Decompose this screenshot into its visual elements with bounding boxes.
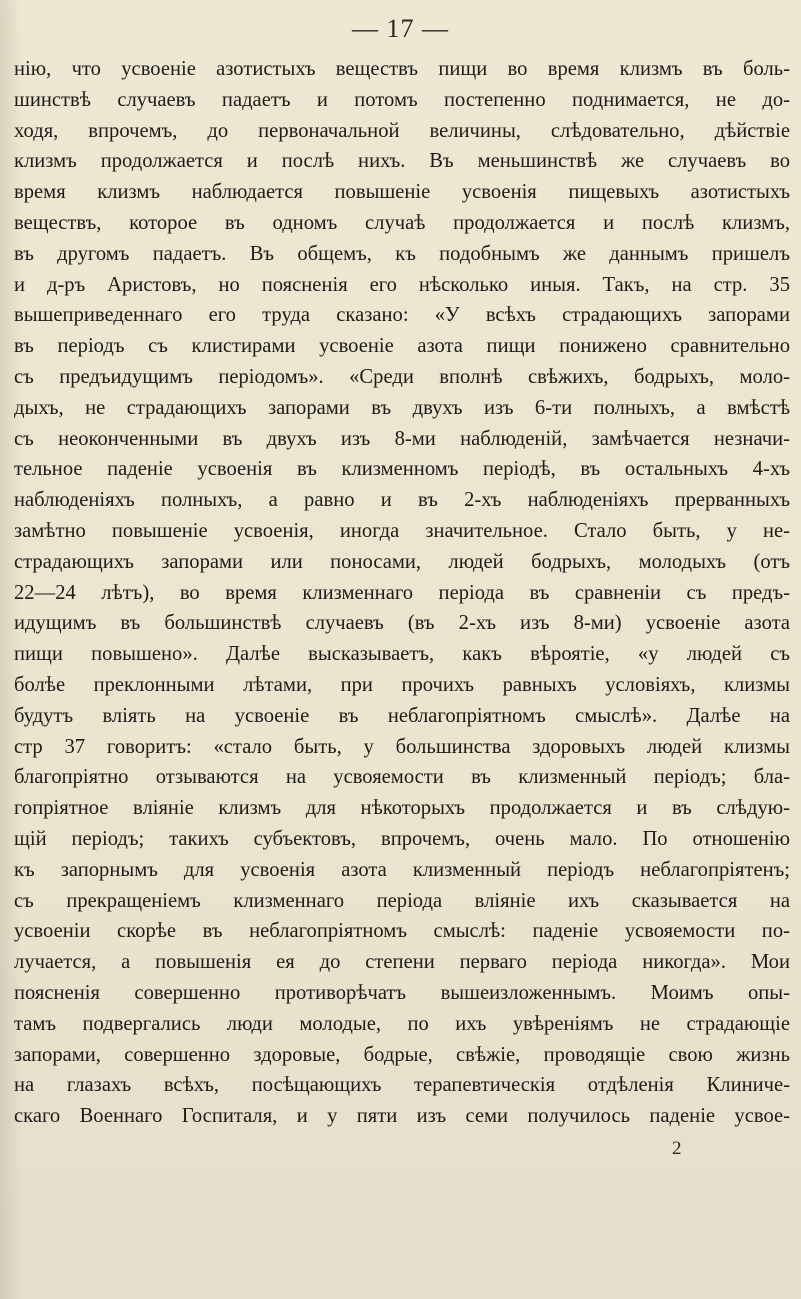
text-line: шинствѣ случаевъ падаетъ и потомъ постепенно поднимается, не до- <box>14 88 790 111</box>
text-line: щій періодъ; такихъ субъектовъ, впрочемъ, очень мало. По отношенію <box>14 828 790 850</box>
text-line: съ неоконченными въ двухъ изъ 8-ми наблюденій, замѣчается незначи- <box>14 427 790 450</box>
text-line: тельное паденіе усвоенія въ клизменномъ періодѣ, въ остальныхъ 4-хъ <box>14 458 790 481</box>
text-line: время клизмъ наблюдается повышеніе усвоенія пищевыхъ азотистыхъ <box>14 181 790 204</box>
text-line: и д-ръ Аристовъ, но поясненія его нѣсколько иныя. Такъ, на стр. 35 <box>14 273 790 296</box>
text-line: тамъ подвергались люди молодые, по ихъ увѣреніямъ не страдающіе <box>14 1012 790 1035</box>
text-line: веществъ, которое въ одномъ случаѣ продолжается и послѣ клизмъ, <box>14 212 790 234</box>
text-line: будутъ вліять на усвоеніе въ неблагопріятномъ смыслѣ». Далѣе на <box>14 704 790 727</box>
text-line: нію, что усвоеніе азотистыхъ веществъ пищи во время клизмъ въ боль- <box>14 58 790 80</box>
text-line: пищи повышено». Далѣе высказываетъ, какъ вѣроятіе, «у людей съ <box>14 643 790 666</box>
text-line: гопріятное вліяніе клизмъ для нѣкоторыхъ продолжается и въ слѣдую- <box>14 797 790 820</box>
text-line: клизмъ продолжается и послѣ нихъ. Въ меньшинствѣ же случаевъ во <box>14 150 790 173</box>
text-line: замѣтно повышеніе усвоенія, иногда значительное. Стало быть, у не- <box>14 520 790 542</box>
text-line: къ запорнымъ для усвоенія азота клизменный періодъ неблагопріятенъ; <box>14 858 790 881</box>
text-line: лучается, а повышенія ея до степени перваго періода никогда». Мои <box>14 951 790 974</box>
text-line: на глазахъ всѣхъ, посѣщающихъ терапевтическія отдѣленія Клиниче- <box>14 1074 790 1097</box>
text-line: идущимъ въ большинствѣ случаевъ (въ 2-хъ изъ 8-ми) усвоеніе азота <box>14 612 790 635</box>
text-line: въ другомъ падаетъ. Въ общемъ, къ подобнымъ же даннымъ пришелъ <box>14 242 790 265</box>
text-line: страдающихъ запорами или поносами, людей бодрыхъ, молодыхъ (отъ <box>14 550 790 573</box>
text-line: дыхъ, не страдающихъ запорами въ двухъ изъ 6-ти полныхъ, а вмѣстѣ <box>14 396 790 419</box>
text-line: благопріятно отзываются на усвояемости въ клизменный періодъ; бла- <box>14 766 790 789</box>
text-line: болѣе преклонными лѣтами, при прочихъ равныхъ условіяхъ, клизмы <box>14 674 790 696</box>
text-line: стр 37 говоритъ: «стало быть, у большинства здоровыхъ людей клизмы <box>14 735 790 758</box>
signature-mark: 2 <box>672 1138 682 1159</box>
text-line: поясненія совершенно противорѣчатъ вышеизложеннымъ. Моимъ опы- <box>14 982 790 1004</box>
text-line: наблюденіяхъ полныхъ, а равно и въ 2-хъ наблюденіяхъ прерванныхъ <box>14 489 790 512</box>
text-line: съ прекращеніемъ клизменнаго періода вліяніе ихъ сказывается на <box>14 889 790 912</box>
text-line: съ предъидущимъ періодомъ». «Среди вполнѣ свѣжихъ, бодрыхъ, моло- <box>14 366 790 388</box>
text-line: въ періодъ съ клистирами усвоеніе азота пищи понижено сравнительно <box>14 335 790 358</box>
text-line: ходя, впрочемъ, до первоначальной величины, слѣдовательно, дѣйствіе <box>14 119 790 142</box>
text-line: скаго Военнаго Госпиталя, и у пяти изъ семи получилось паденіе усвое- <box>14 1105 790 1128</box>
text-line: усвоеніи скорѣе въ неблагопріятномъ смыслѣ: паденіе усвояемости по- <box>14 920 790 943</box>
page-number: — 17 — <box>352 14 449 43</box>
text-line: запорами, совершенно здоровые, бодрые, свѣжіе, проводящіе свою жизнь <box>14 1043 790 1066</box>
text-line: вышеприведеннаго его труда сказано: «У всѣхъ страдающихъ запорами <box>14 304 790 327</box>
text-line: 22—24 лѣтъ), во время клизменнаго періода въ сравненіи съ предъ- <box>14 581 790 604</box>
